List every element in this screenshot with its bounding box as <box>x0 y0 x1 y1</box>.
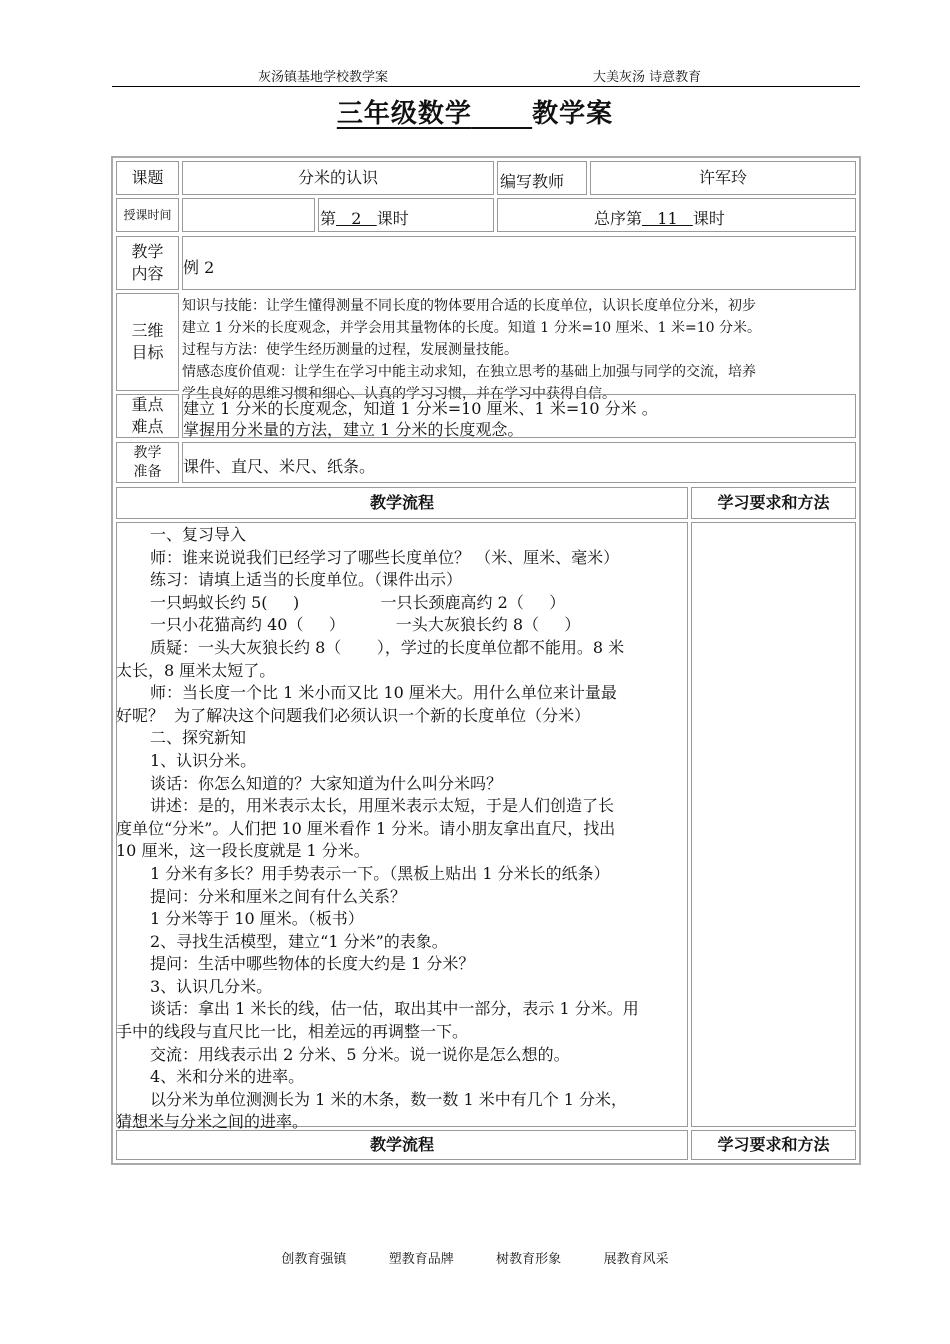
goal-line: 过程与方法：使学生经历测量的过程，发展测量技能。 <box>182 342 518 358</box>
topic-label-cell <box>116 161 179 195</box>
topic-value-cell <box>182 161 494 195</box>
flow-line: 4、米和分米的进率。 <box>150 1067 305 1087</box>
method-header-cell <box>691 487 856 519</box>
topic-value: 分米的认识 <box>297 168 378 187</box>
flow-line: 3、认识几分米。 <box>150 976 273 996</box>
time-label: 授课时间 <box>123 208 172 222</box>
content-value: 例 2 <box>183 258 215 277</box>
author-value-cell <box>590 161 856 195</box>
flow-line: 谈话：你怎么知道的？大家知道为什么叫分米吗？ <box>150 773 503 793</box>
flow-header-title: 教学流程 <box>369 493 434 512</box>
goals-label-cell <box>116 293 179 391</box>
goal-line: 学生良好的思维习惯和细心、认真的学习习惯，并在学习中获得自信。 <box>182 386 616 402</box>
flow-line: 质疑：一头大灰狼长约 8（ ），学过的长度单位都不能用。8 米 <box>150 637 625 657</box>
keypoints-label-cell <box>116 394 179 438</box>
topic-label: 课题 <box>131 168 164 187</box>
flow-line: 谈话：拿出 1 米长的线，估一估，取出其中一部分，表示 1 分米。用 <box>150 999 639 1019</box>
flow-line: 师：当长度一个比 1 米小而又比 10 厘米大。用什么单位来计量最 <box>150 683 617 703</box>
title-blank <box>472 99 532 129</box>
flow-text <box>116 524 688 1134</box>
flow-line: 10 厘米，这一段长度就是 1 分米。 <box>116 841 370 861</box>
difficulty-line: 掌握用分米量的方法，建立 1 分米的长度观念。 <box>183 420 524 439</box>
flow-line: 度单位“分米”。人们把 10 厘米看作 1 分米。请小朋友拿出直尺，找出 <box>116 818 616 838</box>
flow-line: 提问：生活中哪些物体的长度大约是 1 分米？ <box>150 954 475 974</box>
content-label-cell <box>116 236 179 290</box>
prep-label-cell <box>116 442 179 483</box>
flow-line: 2、寻找生活模型，建立“1 分米”的表象。 <box>150 931 448 951</box>
flow-line: 练习：请填上适当的长度单位。（课件出示） <box>150 570 463 590</box>
goals-text <box>182 295 858 405</box>
prep-value-cell <box>182 442 856 483</box>
title-prefix: 三年级数学 <box>336 99 472 129</box>
method-header-title: 学习要求和方法 <box>717 493 830 512</box>
author-value: 许军玲 <box>698 168 747 187</box>
time-value-cell <box>182 198 315 232</box>
flow-header-cell-2 <box>116 1130 688 1160</box>
content-value-cell <box>182 236 856 290</box>
flow-header-title-2: 教学流程 <box>369 1135 434 1154</box>
flow-line: 一、复习导入 <box>150 525 247 544</box>
author-label: 编写教师 <box>500 172 565 191</box>
flow-line: 提问：分米和厘米之间有什么关系？ <box>150 886 407 906</box>
flow-header-cell <box>116 487 688 519</box>
flow-line: 猜想米与分米之间的进率。 <box>116 1112 309 1132</box>
flow-line: 二、探究新知 <box>150 728 247 748</box>
keypoints-label: 重点 难点 <box>131 395 164 436</box>
total-number: 总序第 11 课时 <box>594 209 725 228</box>
keypoint-line: 建立 1 分米的长度观念，知道 1 分米=10 厘米、1 米=10 分米 。 <box>183 399 658 418</box>
flow-line: 以分米为单位测测长为 1 米的木条，数一数 1 米中有几个 1 分米， <box>150 1089 628 1109</box>
flow-line: 手中的线段与直尺比一比，相差远的再调整一下。 <box>116 1022 469 1042</box>
method-header-title-2: 学习要求和方法 <box>717 1135 830 1154</box>
header-slogan: 大美灰汤 诗意教育 <box>593 70 702 85</box>
lesson-number-cell <box>318 198 494 232</box>
time-label-cell <box>116 198 179 232</box>
prep-label: 教学 准备 <box>133 444 162 480</box>
flow-line: 1、认识分米。 <box>150 750 257 770</box>
goal-line: 建立 1 分米的长度观念，并学会用其量物体的长度。知道 1 分米=10 厘米、1 米=10 分米。 <box>182 320 761 336</box>
goals-label: 三维 目标 <box>131 321 164 362</box>
page-title <box>0 93 950 130</box>
flow-line: 太长，8 厘米太短了。 <box>116 660 276 680</box>
method-header-cell-2 <box>691 1130 856 1160</box>
total-number-cell <box>497 198 856 232</box>
header-school-name: 灰汤镇基地学校教学案 <box>258 70 389 85</box>
flow-line: 一只蚂蚁长约 5( ) 一只长颈鹿高约 2（ ） <box>150 592 566 612</box>
content-label: 教学 内容 <box>131 242 164 283</box>
goal-line: 情感态度价值观：让学生在学习中能主动求知，在独立思考的基础上加强与同学的交流，培养 <box>182 364 756 380</box>
flow-line: 一只小花猫高约 40（ ） 一头大灰狼长约 8（ ） <box>150 615 581 635</box>
flow-line: 师：谁来说说我们已经学习了哪些长度单位？ （米、厘米、毫米） <box>150 547 620 567</box>
keypoints-value-cell <box>182 394 856 438</box>
author-label-cell <box>497 161 587 195</box>
prep-value: 课件、直尺、米尺、纸条。 <box>183 457 376 476</box>
header-divider <box>112 86 860 87</box>
flow-line: 好呢？ 为了解决这个问题我们必须认识一个新的长度单位（分米） <box>116 705 591 725</box>
flow-line: 1 分米有多长？用手势表示一下。（黑板上贴出 1 分米长的纸条） <box>150 863 610 883</box>
goal-line: 知识与技能：让学生懂得测量不同长度的物体要用合适的长度单位，认识长度单位分米，初步 <box>182 298 756 314</box>
footer-slogan: 创教育强镇 塑教育品牌 树教育形象 展教育风采 <box>281 1252 669 1267</box>
flow-line: 1 分米等于 10 厘米。（板书） <box>150 909 364 929</box>
flow-line: 讲述：是的，用米表示太长，用厘米表示太短，于是人们创造了长 <box>150 796 615 816</box>
lesson-number: 第 2 课时 <box>320 209 409 228</box>
method-body-cell <box>691 522 856 1127</box>
title-suffix: 教学案 <box>532 99 614 129</box>
flow-line: 交流：用线表示出 2 分米、5 分米。说一说你是怎么想的。 <box>150 1044 570 1064</box>
